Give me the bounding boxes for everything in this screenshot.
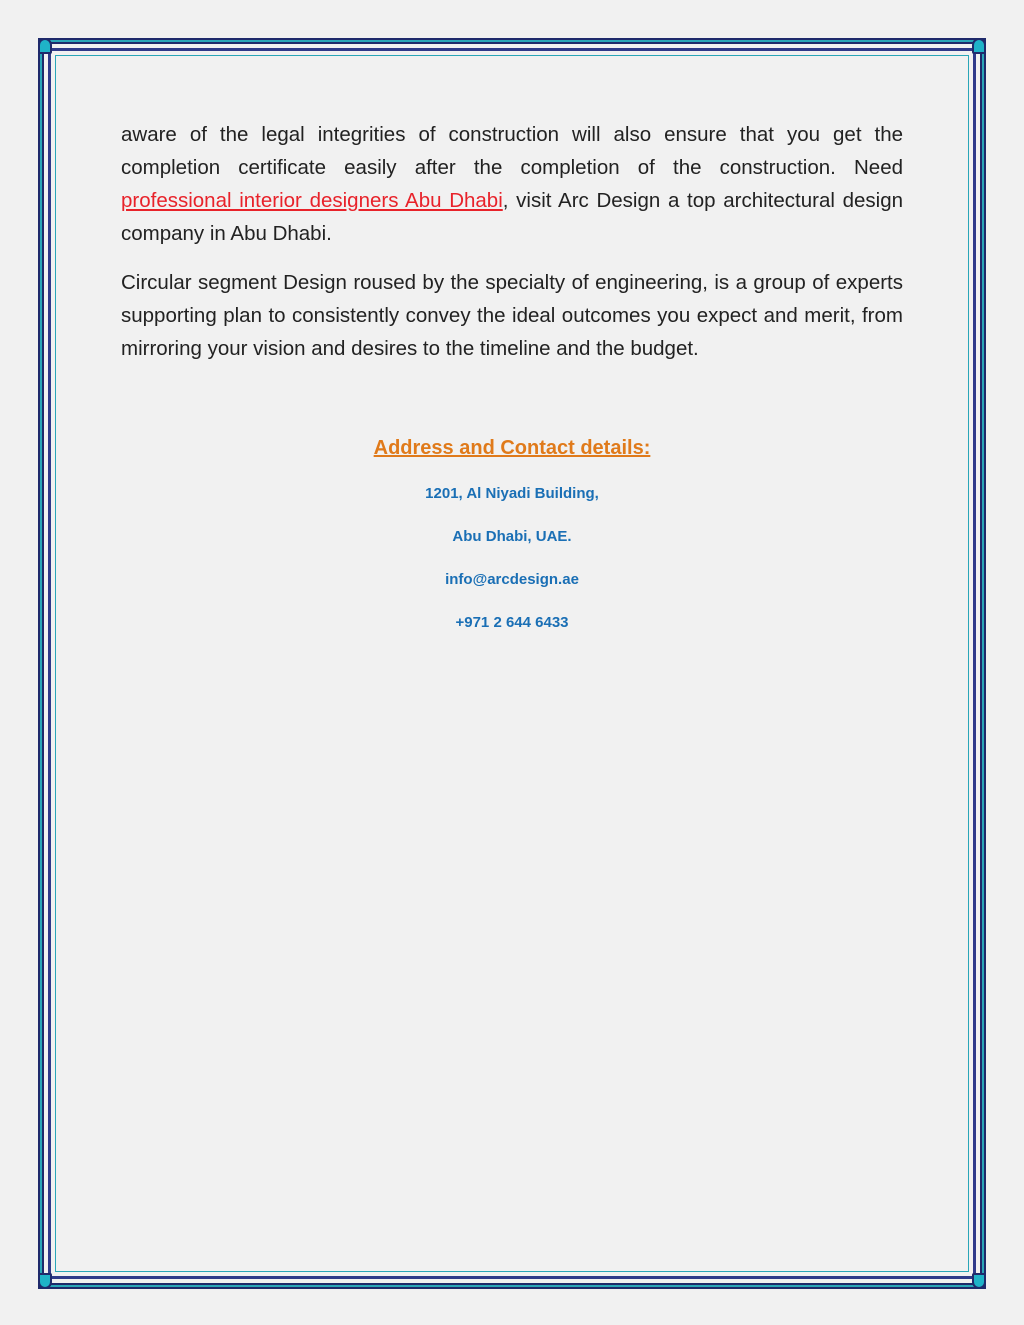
corner-ornament-icon (972, 1273, 986, 1289)
document-body (121, 118, 903, 381)
contact-section (0, 432, 1024, 633)
corner-ornament-icon (38, 1273, 52, 1289)
address-line-2: Abu Dhabi, UAE. (452, 528, 572, 545)
interior-designers-link[interactable]: professional interior designers Abu Dhabi (121, 189, 503, 212)
paragraph-text-before-link: aware of the legal integrities of construction will also ensure that you get the completion certificate easily after the completion of the construction. Need (121, 123, 903, 179)
paragraph-about-company: Circular segment Design roused by the specialty of engineering, is a group of experts supporting plan to consistently convey the ideal outcomes you expect and merit, from mirroring your vision and desires to the timeline and the budget. (121, 271, 903, 360)
corner-ornament-icon (38, 38, 52, 54)
contact-phone: +971 2 644 6433 (455, 614, 569, 631)
contact-heading: Address and Contact details: (373, 437, 651, 459)
address-line-1: 1201, Al Niyadi Building, (425, 485, 599, 502)
contact-email: info@arcdesign.ae (445, 571, 579, 588)
corner-ornament-icon (972, 38, 986, 54)
paragraph-text-after-link: , visit Arc Design a top architectural design company in Abu Dhabi. (121, 189, 903, 245)
paragraph-construction (121, 118, 903, 250)
